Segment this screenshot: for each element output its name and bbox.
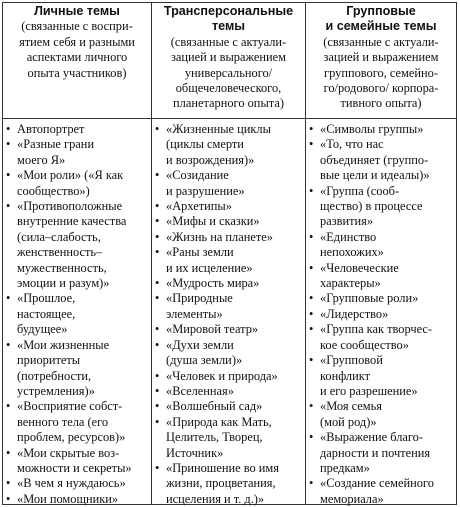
list-item: • «Природные элементы»: [155, 291, 304, 322]
list-item: • «Раны земли и их исцеление»: [155, 245, 304, 276]
column-title: Личные темы: [34, 4, 120, 18]
list-item: • «Мои помощники»: [6, 492, 150, 507]
list-item: • «Архетипы»: [155, 199, 304, 214]
list-item: • «Человек и природа»: [155, 369, 304, 384]
list-item: • «Мои роли» («Я как сообщество»): [6, 168, 150, 199]
header-personal: [3, 4, 151, 81]
column-subtitle: (связанные с актуали- зацией и выражением группового, семейно- го/родового/ корпора- тивного опыта): [323, 34, 439, 111]
theme-list: [6, 122, 150, 507]
list-item: • «Мои жизненные приоритеты (потребности, устремления)»: [6, 338, 150, 400]
list-item: • «Разные грани моего Я»: [6, 137, 150, 168]
list-item: • «Групповые роли»: [309, 291, 457, 306]
list-item: • «Вселенная»: [155, 384, 304, 399]
list-item: • «Единство непохожих»: [309, 230, 457, 261]
column-title: Групповые и семейные темы: [325, 4, 437, 34]
list-item: • «Приношение во имя жизни, процветания, исцеления и т. д.)»: [155, 461, 304, 507]
themes-table: [2, 2, 457, 505]
list-item: • «Моя семья (мой род)»: [309, 399, 457, 430]
header-transpersonal: [152, 4, 305, 112]
list-item: • «Противоположные внутренние качества (сила–слабость, женственность– мужественность, эмоции и разум)»: [6, 199, 150, 291]
list-item: • «Духи земли (душа земли)»: [155, 338, 304, 369]
body-personal: [6, 122, 150, 507]
list-item: • Автопортрет: [6, 122, 150, 137]
header-divider: [3, 118, 456, 119]
body-group-family: [309, 122, 457, 507]
list-item: • «Прошлое, настоящее, будущее»: [6, 291, 150, 337]
list-item: • «Групповой конфликт и его разрешение»: [309, 353, 457, 399]
list-item: • «Группа (сооб- щество) в процессе развития»: [309, 184, 457, 230]
column-subtitle: (связанные с воспри- ятием себя и разными аспектами личного опыта участников): [19, 19, 135, 80]
list-item: • «Мудрость мира»: [155, 276, 304, 291]
theme-list: [309, 122, 457, 507]
list-item: • «Выражение благо- дарности и почтения предкам»: [309, 430, 457, 476]
column-subtitle: (связанные с актуали- зацией и выражением универсального/ общечеловеческого, планетарного опыта): [170, 34, 287, 111]
list-item: • «Созидание и разрушение»: [155, 168, 304, 199]
list-item: • «Жизнь на планете»: [155, 230, 304, 245]
list-item: • «Создание семейного мемориала»: [309, 476, 457, 507]
header-group-family: [306, 4, 456, 112]
list-item: • «Восприятие собст- венного тела (его проблем, ресурсов)»: [6, 399, 150, 445]
list-item: • «В чем я нуждаюсь»: [6, 476, 150, 491]
list-item: • «Мировой театр»: [155, 322, 304, 337]
list-item: • «Жизненные циклы (циклы смерти и возрождения)»: [155, 122, 304, 168]
list-item: • «Природа как Мать, Целитель, Творец, Источник»: [155, 415, 304, 461]
list-item: • «Символы группы»: [309, 122, 457, 137]
list-item: • «Лидерство»: [309, 307, 457, 322]
list-item: • «То, что нас объединяет (группо- вые цели и идеалы)»: [309, 137, 457, 183]
body-transpersonal: [155, 122, 304, 507]
list-item: • «Мифы и сказки»: [155, 214, 304, 229]
list-item: • «Мои скрытые воз- можности и секреты»: [6, 446, 150, 477]
list-item: • «Человеческие характеры»: [309, 261, 457, 292]
list-item: • «Волшебный сад»: [155, 399, 304, 414]
column-title: Трансперсональные темы: [163, 4, 294, 34]
theme-list: [155, 122, 304, 507]
list-item: • «Группа как творчес- кое сообщество»: [309, 322, 457, 353]
